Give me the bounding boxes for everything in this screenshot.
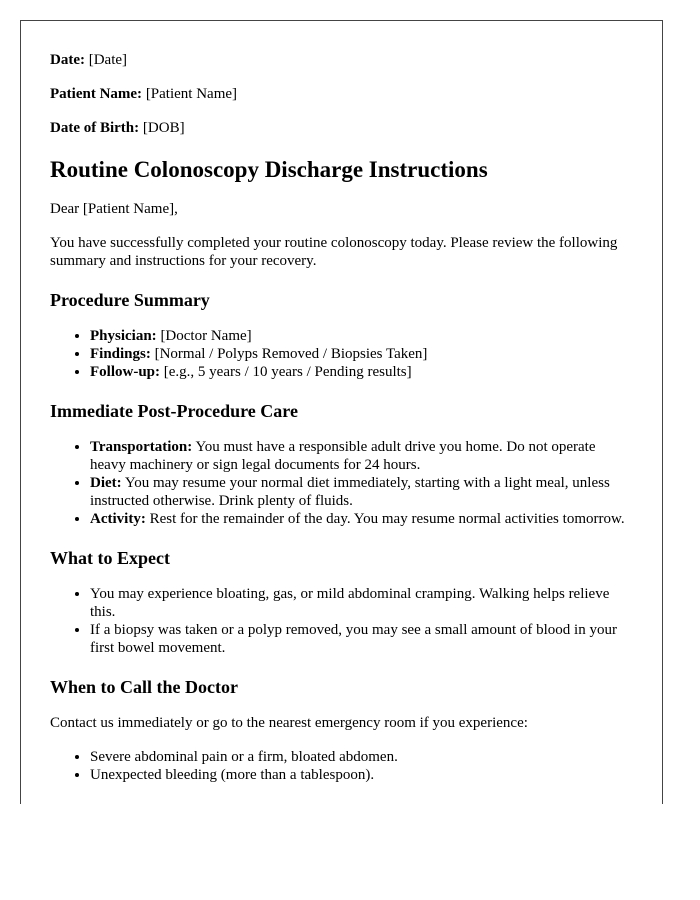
list-item: • Diet: You may resume your normal diet immediately, starting with a light meal, unless instructed otherwise. Drink plenty of fluids. — [90, 474, 633, 510]
post-procedure-care-heading: Immediate Post-Procedure Care — [50, 401, 298, 421]
list-item: • Transportation: You must have a responsible adult drive you home. Do not operate heavy machinery or sign legal documents for 24 hours. — [90, 438, 633, 474]
when-to-call-list — [50, 748, 633, 784]
list-item: • Severe abdominal pain or a firm, bloated abdomen. — [90, 748, 633, 766]
document-title: Routine Colonoscopy Discharge Instructions — [50, 157, 488, 182]
procedure-summary-list — [50, 327, 633, 381]
when-to-call-heading: When to Call the Doctor — [50, 677, 238, 697]
procedure-summary-heading: Procedure Summary — [50, 290, 210, 310]
list-item: • Findings: [Normal / Polyps Removed / Biopsies Taken] — [90, 345, 633, 363]
date-line: Date: [Date] — [50, 52, 128, 68]
post-procedure-care-list — [50, 438, 633, 528]
list-item: • You may experience bloating, gas, or mild abdominal cramping. Walking helps relieve this. — [90, 585, 633, 621]
document-page — [20, 20, 663, 804]
when-to-call-intro: Contact us immediately or go to the nearest emergency room if you experience: — [50, 715, 528, 731]
list-item: • Physician: [Doctor Name] — [90, 327, 633, 345]
what-to-expect-heading: What to Expect — [50, 548, 170, 568]
list-item: • Unexpected bleeding (more than a tablespoon). — [90, 766, 633, 784]
list-item: • Activity: Rest for the remainder of the day. You may resume normal activities tomorrow. — [90, 510, 633, 528]
list-item: • If a biopsy was taken or a polyp removed, you may see a small amount of blood in your first bowel movement. — [90, 621, 633, 657]
greeting: Dear [Patient Name], — [50, 201, 178, 217]
what-to-expect-list — [50, 585, 633, 657]
list-item: • Follow-up: [e.g., 5 years / 10 years / Pending results] — [90, 363, 633, 381]
patient-name-line: Patient Name: [Patient Name] — [50, 86, 238, 102]
dob-line: Date of Birth: [DOB] — [50, 120, 185, 136]
intro-paragraph: You have successfully completed your routine colonoscopy today. Please review the following summary and instructions for your recovery. — [50, 235, 618, 269]
